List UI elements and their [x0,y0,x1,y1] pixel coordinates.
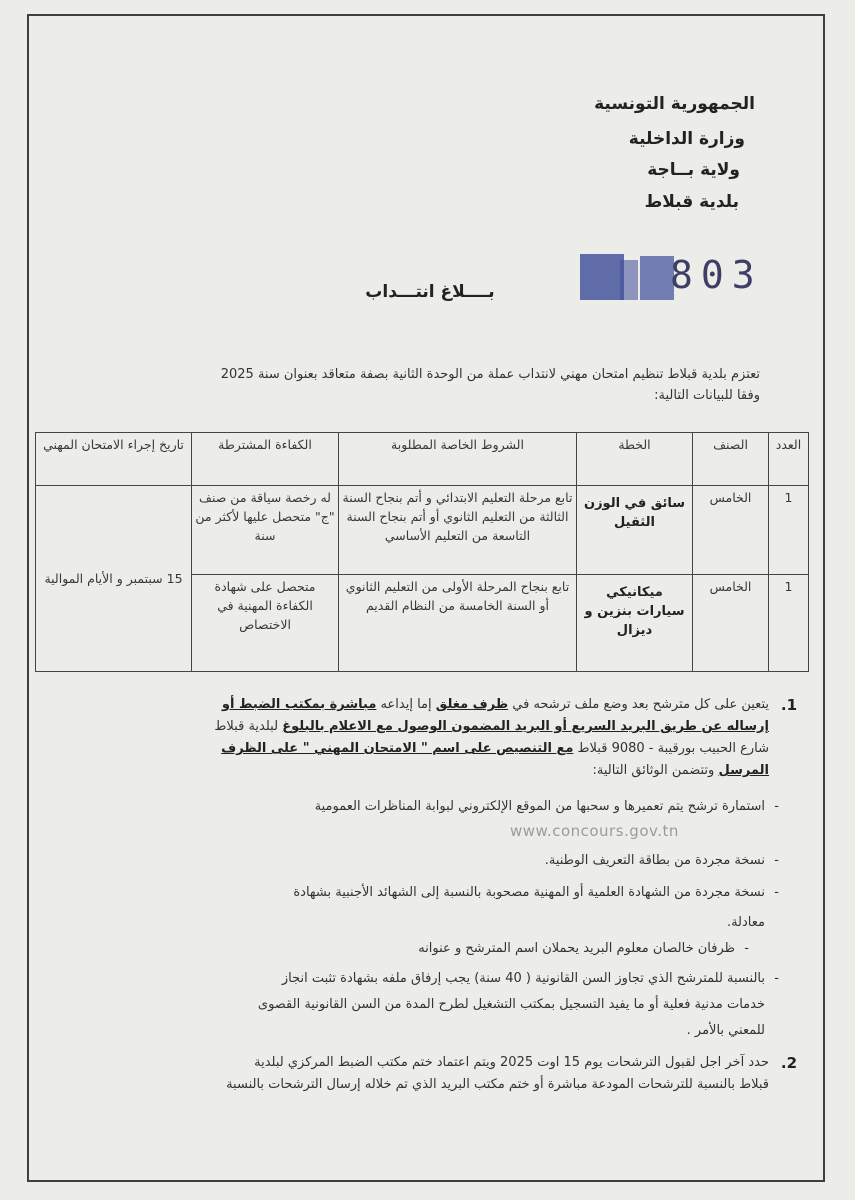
list-item-text: للمعني بالأمر . [686,1023,765,1038]
header-governorate: ولاية بــاجة [647,160,740,180]
clause-1-text: إما إيداعه [380,697,432,712]
clause-1-number: 1. [780,696,797,714]
clause-2-number: 2. [780,1054,797,1072]
clause-1-sealed-envelope: ظرف مغلق [435,697,509,712]
clause-1-line-4 [77,760,797,782]
table-header-row [36,433,809,486]
header-conditions: الشروط الخاصة المطلوبة [339,433,577,486]
list-item-continuation [125,912,765,934]
clause-1-line-1 [77,694,797,716]
header-category: الصنف [693,433,769,486]
cell-post: ميكانيكي سيارات بنزين و ديزال [577,574,693,671]
cell-post: سائق في الوزن الثقيل [577,486,693,575]
intro-paragraph [90,364,760,406]
list-item: - ظرفان خالصان معلوم البريد يحملان اسم المترشح و عنوانه [418,941,749,956]
cell-count: 1 [769,574,809,671]
concours-url: www.concours.gov.tn [510,822,679,840]
positions-table [35,432,809,672]
list-item-continuation [125,1020,765,1042]
intro-line-1: تعتزم بلدية قبلاط تنظيم امتحان مهني لانتداب عملة من الوحدة الثانية بصفة متعاقد بعنوان سنة 2025 [220,367,760,382]
header-competence: الكفاءة المشترطة [192,433,339,486]
clause-1-text: يتعين على كل مترشح بعد وضع ملف ترشحه في [512,697,769,712]
list-item: - نسخة مجردة من بطاقة التعريف الوطنية. [544,853,779,868]
clause-1-text: لبلدية قبلاط [214,719,279,734]
intro-line-2: وفقا للبيانات التالية: [654,388,760,403]
header-republic: الجمهورية التونسية [594,94,755,114]
header-ministry: وزارة الداخلية [628,129,745,149]
list-item: - نسخة مجردة من الشهادة العلمية أو المهنية مصحوبة بالنسبة إلى الشهائد الأجنبية بشهادة [293,885,779,900]
cell-category: الخامس [693,486,769,575]
clause-1-address: شارع الحبيب بورقيبة - 9080 قبلاط [577,741,769,756]
clause-1-sent: المرسل [718,763,769,778]
document-title: بــــلاغ انتـــداب [365,282,495,302]
list-item-text: نسخة مجردة من بطاقة التعريف الوطنية. [544,853,765,868]
clause-2-line-2: قبلاط بالنسبة للترشحات المودعة مباشرة أو ختم مكتب البريد الذي تم خلاله إرسال الترشحات بالنسبة [226,1077,769,1092]
header-count: العدد [769,433,809,486]
clause-2-line-1: حدد آخر اجل لقبول الترشحات يوم 15 اوت 2025 ويتم اعتماد ختم مكتب الضبط المركزي لبلدية [254,1055,769,1070]
list-item-text: استمارة ترشح يتم تعميرها و سحبها من الموقع الإلكتروني لبوابة المناظرات العمومية [314,799,765,814]
list-item: - بالنسبة للمترشح الذي تجاوز السن القانونية ( 40 سنة) يجب إرفاق ملفه بشهادة تثبت انجاز [281,971,779,986]
clause-1-mail-option: إرساله عن طريق البريد السريع أو البريد المضمون الوصول مع الاعلام بالبلوغ [282,719,769,734]
table-row [36,486,809,575]
header-post: الخطة [577,433,693,486]
cell-count: 1 [769,486,809,575]
clause-1-envelope-note: مع التنصيص على اسم " الامتحان المهني " على الظرف [221,741,574,756]
list-item-continuation [125,994,765,1016]
list-item: - استمارة ترشح يتم تعميرها و سحبها من الموقع الإلكتروني لبوابة المناظرات العمومية [314,799,779,814]
header-exam-date: تاريخ إجراء الامتحان المهني [36,433,192,486]
cell-competence: متحصل على شهادة الكفاءة المهنية في الاختصاص [192,574,339,671]
list-item-text: ظرفان خالصان معلوم البريد يحملان اسم المترشح و عنوانه [418,941,735,956]
clause-2 [77,1052,797,1096]
clause-1-line-2 [77,716,797,738]
cell-category: الخامس [693,574,769,671]
cell-exam-date: 15 سبتمبر و الأيام الموالية [36,486,192,672]
cell-conditions: تابع مرحلة التعليم الابتدائي و أتم بنجاح السنة الثالثة من التعليم الثانوي أو أتم بنجاح السنة التاسعة من التعليم الأساسي [339,486,577,575]
list-item-text: بالنسبة للمترشح الذي تجاوز السن القانونية ( 40 سنة) يجب إرفاق ملفه بشهادة تثبت انجاز [281,971,765,986]
list-item-text: نسخة مجردة من الشهادة العلمية أو المهنية مصحوبة بالنسبة إلى الشهائد الأجنبية بشهادة [293,885,765,900]
clause-1-text: وتتضمن الوثائق التالية: [592,763,715,778]
list-item-text: معادلة. [726,915,765,930]
list-item-text: خدمات مدنية فعلية أو ما يفيد التسجيل بمكتب التشغيل لطرح المدة من السن القانونية القصوى [257,997,765,1012]
stamp-number: 803 [670,253,763,297]
cell-conditions: تابع بنجاح المرحلة الأولى من التعليم الثانوي أو السنة الخامسة من النظام القديم [339,574,577,671]
clause-1-direct-deposit: مباشرة بمكتب الضبط أو [221,697,377,712]
cell-competence: له رخصة سياقة من صنف "ج" متحصل عليها لأكثر من سنة [192,486,339,575]
header-municipality: بلدية قبلاط [644,192,739,212]
clause-1 [77,694,797,782]
clause-1-line-3 [77,738,797,760]
